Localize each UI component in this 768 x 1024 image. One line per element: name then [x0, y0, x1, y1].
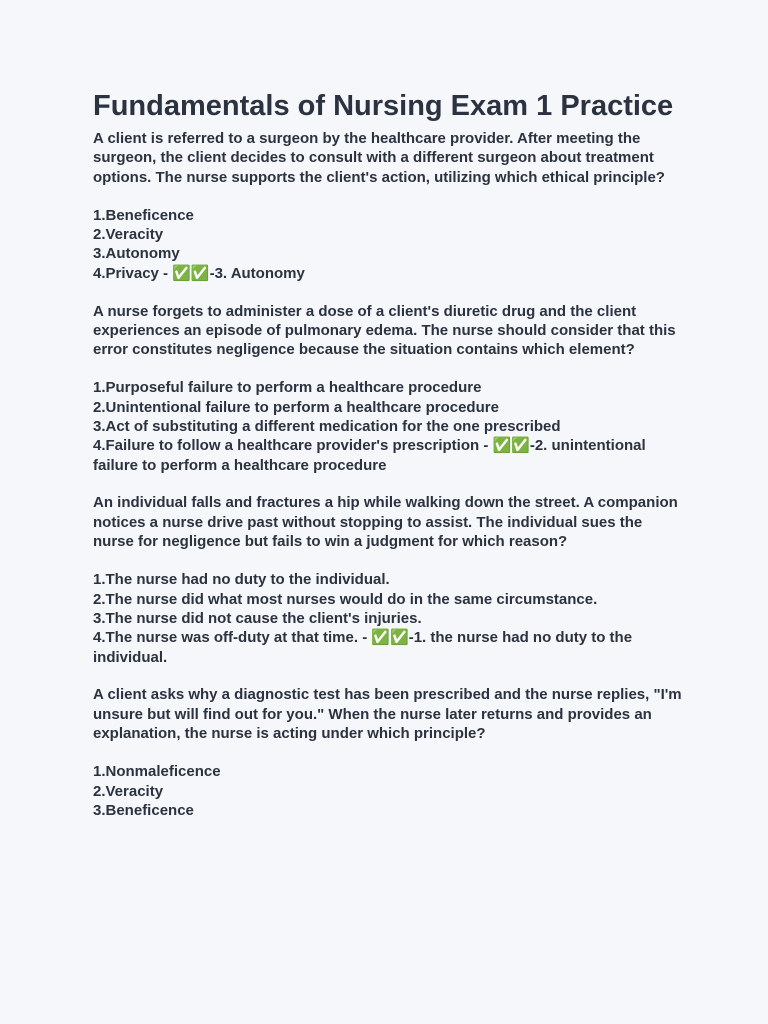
document-page	[93, 86, 683, 820]
option-list	[93, 570, 683, 666]
question-block-2	[93, 302, 683, 475]
option-item: 2.Unintentional failure to perform a healthcare procedure	[93, 398, 499, 416]
option-with-answer: 4.Failure to follow a healthcare provider's prescription - ✅✅-2. unintentional failure to perform a healthcare procedure	[93, 437, 646, 474]
question-block-3	[93, 493, 683, 666]
spacer	[93, 283, 683, 302]
option-with-answer: 4.Privacy - ✅✅-3. Autonomy	[93, 264, 305, 282]
option-item: 2.Veracity	[93, 782, 164, 800]
option-item: 1.Purposeful failure to perform a healthcare procedure	[93, 379, 482, 397]
question-block-1	[93, 129, 683, 283]
option-item: 3.Autonomy	[93, 245, 180, 263]
option-list	[93, 378, 683, 474]
option-item: 1.Beneficence	[93, 206, 194, 224]
page-title: Fundamentals of Nursing Exam 1 Practice	[93, 90, 674, 122]
option-item: 2.Veracity	[93, 226, 164, 244]
spacer	[93, 475, 683, 494]
option-list	[93, 206, 683, 283]
option-item: 1.Nonmaleficence	[93, 763, 221, 781]
option-item: 3.Act of substituting a different medication for the one prescribed	[93, 418, 561, 436]
option-item: 3.The nurse did not cause the client's injuries.	[93, 609, 422, 627]
question-text: A nurse forgets to administer a dose of a client's diuretic drug and the client experiences an episode of pulmonary edema. The nurse should consider that this error constitutes negligence because the situation contains which element?	[93, 302, 676, 359]
question-text: An individual falls and fractures a hip while walking down the street. A companion notices a nurse drive past without stopping to assist. The individual sues the nurse for negligence but fails to win a judgment for which reason?	[93, 494, 678, 551]
question-text: A client is referred to a surgeon by the healthcare provider. After meeting the surgeon, the client decides to consult with a different surgeon about treatment options. The nurse supports the client's action, utilizing which ethical principle?	[93, 130, 665, 186]
question-block-4	[93, 685, 683, 820]
option-with-answer: 4.The nurse was off-duty at that time. - ✅✅-1. the nurse had no duty to the individual.	[93, 629, 633, 666]
spacer	[93, 667, 683, 686]
question-text: A client asks why a diagnostic test has been prescribed and the nurse replies, "I'm unsure but will find out for you." When the nurse later returns and provides an explanation, the nurse is acting under which principle?	[93, 686, 682, 742]
option-item: 1.The nurse had no duty to the individual.	[93, 571, 390, 589]
option-item: 3.Beneficence	[93, 801, 194, 819]
option-item: 2.The nurse did what most nurses would do in the same circumstance.	[93, 590, 598, 608]
option-list	[93, 762, 683, 820]
